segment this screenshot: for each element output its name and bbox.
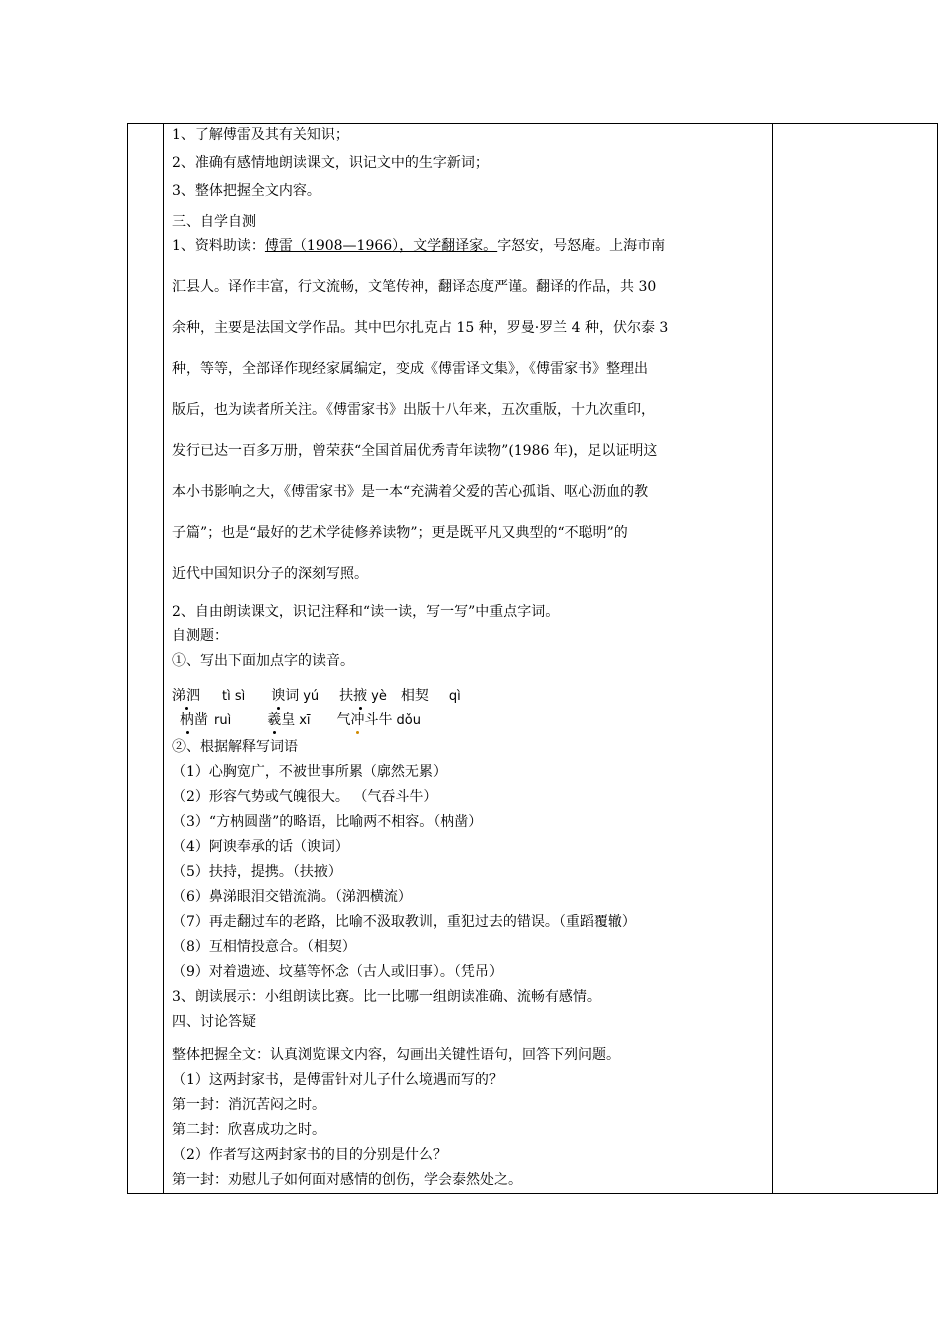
pinyin: dǒu [396,713,421,728]
definition-item: （2）形容气势或气魄很大。 （气吞斗牛） [172,789,438,805]
pinyin: tì sì [222,689,246,704]
qa-line: 第一封：劝慰儿子如何面对感情的创伤，学会泰然处之。 [172,1172,522,1188]
qa-line: （1）这两封家书，是傅雷针对儿子什么境遇而写的？ [172,1072,503,1088]
column-divider-right [772,124,773,1193]
definition-item: （3）“方枘圆凿”的略语，比喻两不相容。（枘凿） [172,814,483,830]
definition-item: （6）鼻涕眼泪交错流淌。（涕泗横流） [172,889,412,905]
word-xiangqi: 相契 [400,688,429,704]
pinyin: yú [303,689,320,704]
word-ruizao: 枘凿 [180,712,208,728]
word-yuci: 谀词 [271,688,300,704]
word-fuye: 扶掖 [339,688,368,704]
objective-1: 1、了解傅雷及其有关知识； [172,127,349,143]
reading-line: 种，等等，全部译作现经家属编定，变成《傅雷译文集》，《傅雷家书》整理出 [172,361,648,377]
pinyin: yè [371,689,387,704]
qa-line: （2）作者写这两封家书的目的分别是什么？ [172,1147,447,1163]
qa-line: 第一封：消沉苦闷之时。 [172,1097,326,1113]
reading-line: 本小书影响之大，《傅雷家书》是一本“充满着父爱的苦心孤诣、呕心沥血的教 [172,484,649,500]
word-tisi: 涕泗 [172,688,200,704]
reading-line: 汇县人。译作丰富，行文流畅，文笔传神，翻译态度严谨。翻译的作品，共 30 [172,279,657,295]
reading-lead: 1、资料助读： [172,238,265,254]
item-2: 2、自由朗读课文，识记注释和“读一读，写一写”中重点字词。 [172,604,560,620]
reading-line: 余种，主要是法国文学作品。其中巴尔扎克占 15 种，罗曼·罗兰 4 种，伏尔泰 3 [172,320,669,336]
question-1-label: ①、写出下面加点字的读音。 [172,653,354,669]
definition-item: （5）扶持，提携。（扶掖） [172,864,342,880]
column-divider-left [163,124,164,1193]
definition-item: （8）互相情投意合。（相契） [172,939,356,955]
reading-first-line [172,237,665,255]
section-4-title: 四、讨论答疑 [172,1014,256,1030]
definition-item: （4）阿谀奉承的话（谀词） [172,839,349,855]
reading-line: 近代中国知识分子的深刻写照。 [172,566,368,582]
word-xihuang: 羲皇 [267,712,296,728]
overall-instruction: 整体把握全文：认真浏览课文内容，勾画出关键性语句，回答下列问题。 [172,1047,620,1063]
reading-line: 发行已达一百多万册，曾荣获“全国首届优秀青年读物”(1986 年)，足以证明这 [172,443,658,459]
reading-line: 子篇”；也是“最好的艺术学徒修养读物”；更是既平凡又典型的“不聪明”的 [172,525,628,541]
definition-item: （9）对着遗迹、坟墓等怀念（古人或旧事）。（凭吊） [172,964,503,980]
objective-3: 3、整体把握全文内容。 [172,183,321,199]
definition-item: （7）再走翻过车的老路，比喻不汲取教训，重犯过去的错误。（重蹈覆辙） [172,914,636,930]
reading-underlined: 傅雷（1908—1966），文学翻译家。 [264,238,498,254]
section-3-title: 三、自学自测 [172,214,256,230]
pronunciation-row-1 [172,687,461,706]
pinyin: xī [299,713,311,728]
reading-tail: 字怒安，号怒庵。上海市南 [497,238,666,254]
qa-line: 第二封：欣喜成功之时。 [172,1122,326,1138]
objective-2: 2、准确有感情地朗读课文，识记文中的生字新词； [172,155,489,171]
word-qichongdouniu: 气冲斗牛 [336,712,393,728]
question-2-label: ②、根据解释写词语 [172,739,298,755]
pinyin: qì [448,689,461,704]
pinyin: ruì [214,713,232,728]
selftest-label: 自测题： [172,628,228,644]
pronunciation-row-2 [180,711,421,730]
item-3: 3、朗读展示：小组朗读比赛。比一比哪一组朗读准确、流畅有感情。 [172,989,601,1005]
definition-item: （1）心胸宽广，不被世事所累（廓然无累） [172,764,447,780]
reading-line: 版后，也为读者所关注。《傅雷家书》出版十八年来，五次重版，十九次重印， [172,402,655,418]
